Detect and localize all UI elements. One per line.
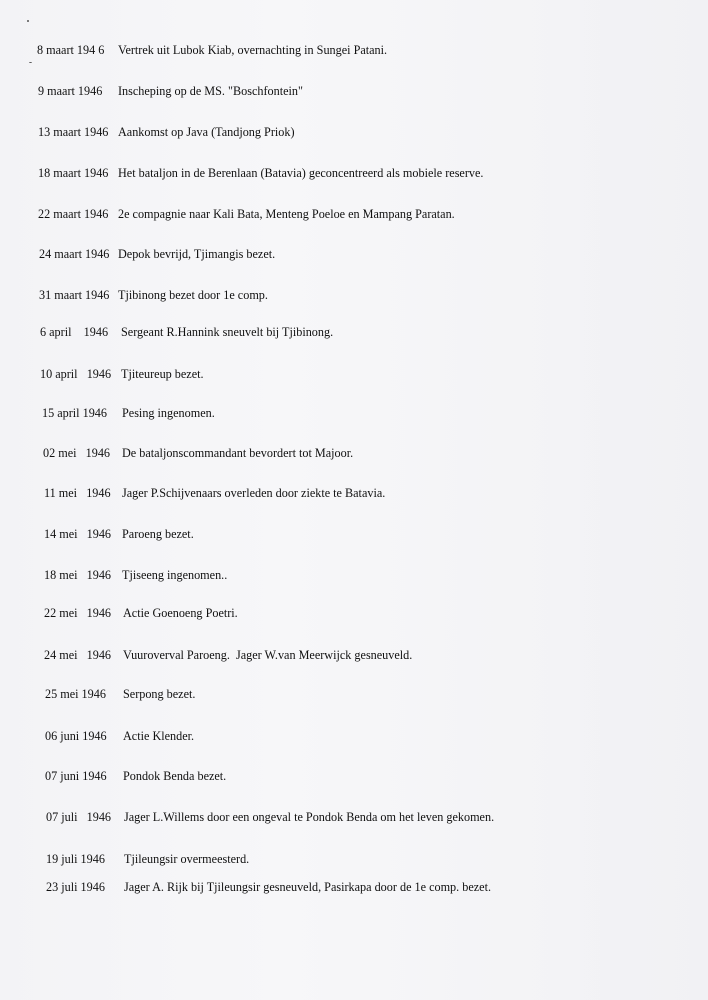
- entry-date: 19 juli 1946: [46, 852, 105, 866]
- entry-date: 25 mei 1946: [45, 687, 106, 701]
- list-item: [0, 849, 708, 869]
- entry-text: Sergeant R.Hannink sneuvelt bij Tjibinong.: [121, 325, 334, 339]
- entry-text: Inscheping op de MS. "Boschfontein": [118, 84, 303, 98]
- entry-date: 06 juni 1946: [45, 729, 107, 743]
- list-item: [0, 807, 708, 827]
- entry-date: 07 juni 1946: [45, 769, 107, 783]
- list-item: [0, 285, 708, 305]
- list-item: [0, 565, 708, 585]
- list-item: [0, 122, 708, 142]
- entry-text: Het bataljon in de Berenlaan (Batavia) geconcentreerd als mobiele reserve.: [118, 166, 484, 180]
- entry-text: Tjiseeng ingenomen..: [122, 568, 228, 582]
- entry-text: Jager L.Willems door een ongeval te Pondok Benda om het leven gekomen.: [124, 810, 495, 824]
- list-item: [0, 244, 708, 264]
- entry-text: Tjibinong bezet door 1e comp.: [118, 288, 268, 302]
- list-item: [0, 81, 708, 101]
- list-item: [0, 322, 708, 342]
- entry-date: 14 mei 1946: [44, 527, 112, 541]
- entry-date: 10 april 1946: [40, 367, 112, 381]
- list-item: [0, 524, 708, 544]
- entry-date: 8 maart 194 6: [37, 43, 105, 57]
- entry-date: 24 maart 1946: [39, 247, 110, 261]
- list-item: [0, 40, 708, 60]
- entry-date: 6 april 1946: [40, 325, 109, 339]
- entry-date: 18 mei 1946: [44, 568, 112, 582]
- entry-text: Aankomst op Java (Tandjong Priok): [118, 125, 295, 139]
- entry-text: Pondok Benda bezet.: [123, 769, 227, 783]
- entry-text: Jager P.Schijvenaars overleden door ziekte te Batavia.: [122, 486, 386, 500]
- entry-date: 02 mei 1946: [43, 446, 111, 460]
- list-item: [0, 364, 708, 384]
- entry-date: 31 maart 1946: [39, 288, 110, 302]
- list-item: [0, 403, 708, 423]
- list-item: [0, 603, 708, 623]
- entry-text: Pesing ingenomen.: [122, 406, 215, 420]
- entry-date: 11 mei 1946: [44, 486, 111, 500]
- list-item: [0, 163, 708, 183]
- entry-text: 2e compagnie naar Kali Bata, Menteng Poeloe en Mampang Paratan.: [118, 207, 455, 221]
- entry-text: Actie Klender.: [123, 729, 195, 743]
- entry-date: 22 maart 1946: [38, 207, 109, 221]
- entry-text: Depok bevrijd, Tjimangis bezet.: [118, 247, 276, 261]
- list-item: [0, 684, 708, 704]
- entry-text: Serpong bezet.: [123, 687, 196, 701]
- entry-date: 15 april 1946: [42, 406, 107, 420]
- entry-date: 13 maart 1946: [38, 125, 109, 139]
- entry-text: Tjileungsir overmeesterd.: [124, 852, 250, 866]
- entry-text: Vertrek uit Lubok Kiab, overnachting in Sungei Patani.: [118, 43, 388, 57]
- entry-text: De bataljonscommandant bevordert tot Majoor.: [122, 446, 354, 460]
- list-item: [0, 443, 708, 463]
- entry-text: Vuuroverval Paroeng. Jager W.van Meerwijck gesneuveld.: [123, 648, 413, 662]
- entry-date: 18 maart 1946: [38, 166, 109, 180]
- entry-date: 24 mei 1946: [44, 648, 112, 662]
- list-item: [0, 483, 708, 503]
- list-item: [0, 645, 708, 665]
- scan-speck: [27, 20, 29, 22]
- entry-text: Jager A. Rijk bij Tjileungsir gesneuveld, Pasirkapa door de 1e comp. bezet.: [124, 880, 492, 894]
- entry-date: 22 mei 1946: [44, 606, 112, 620]
- entry-date: 23 juli 1946: [46, 880, 105, 894]
- list-item: [0, 766, 708, 786]
- list-item: [0, 877, 708, 897]
- entry-text: Actie Goenoeng Poetri.: [123, 606, 238, 620]
- entry-date: 07 juli 1946: [46, 810, 112, 824]
- list-item: [0, 726, 708, 746]
- list-item: [0, 204, 708, 224]
- entry-date: 9 maart 1946: [38, 84, 103, 98]
- entry-text: Tjiteureup bezet.: [121, 367, 204, 381]
- scan-speck: [29, 62, 32, 63]
- entry-text: Paroeng bezet.: [122, 527, 194, 541]
